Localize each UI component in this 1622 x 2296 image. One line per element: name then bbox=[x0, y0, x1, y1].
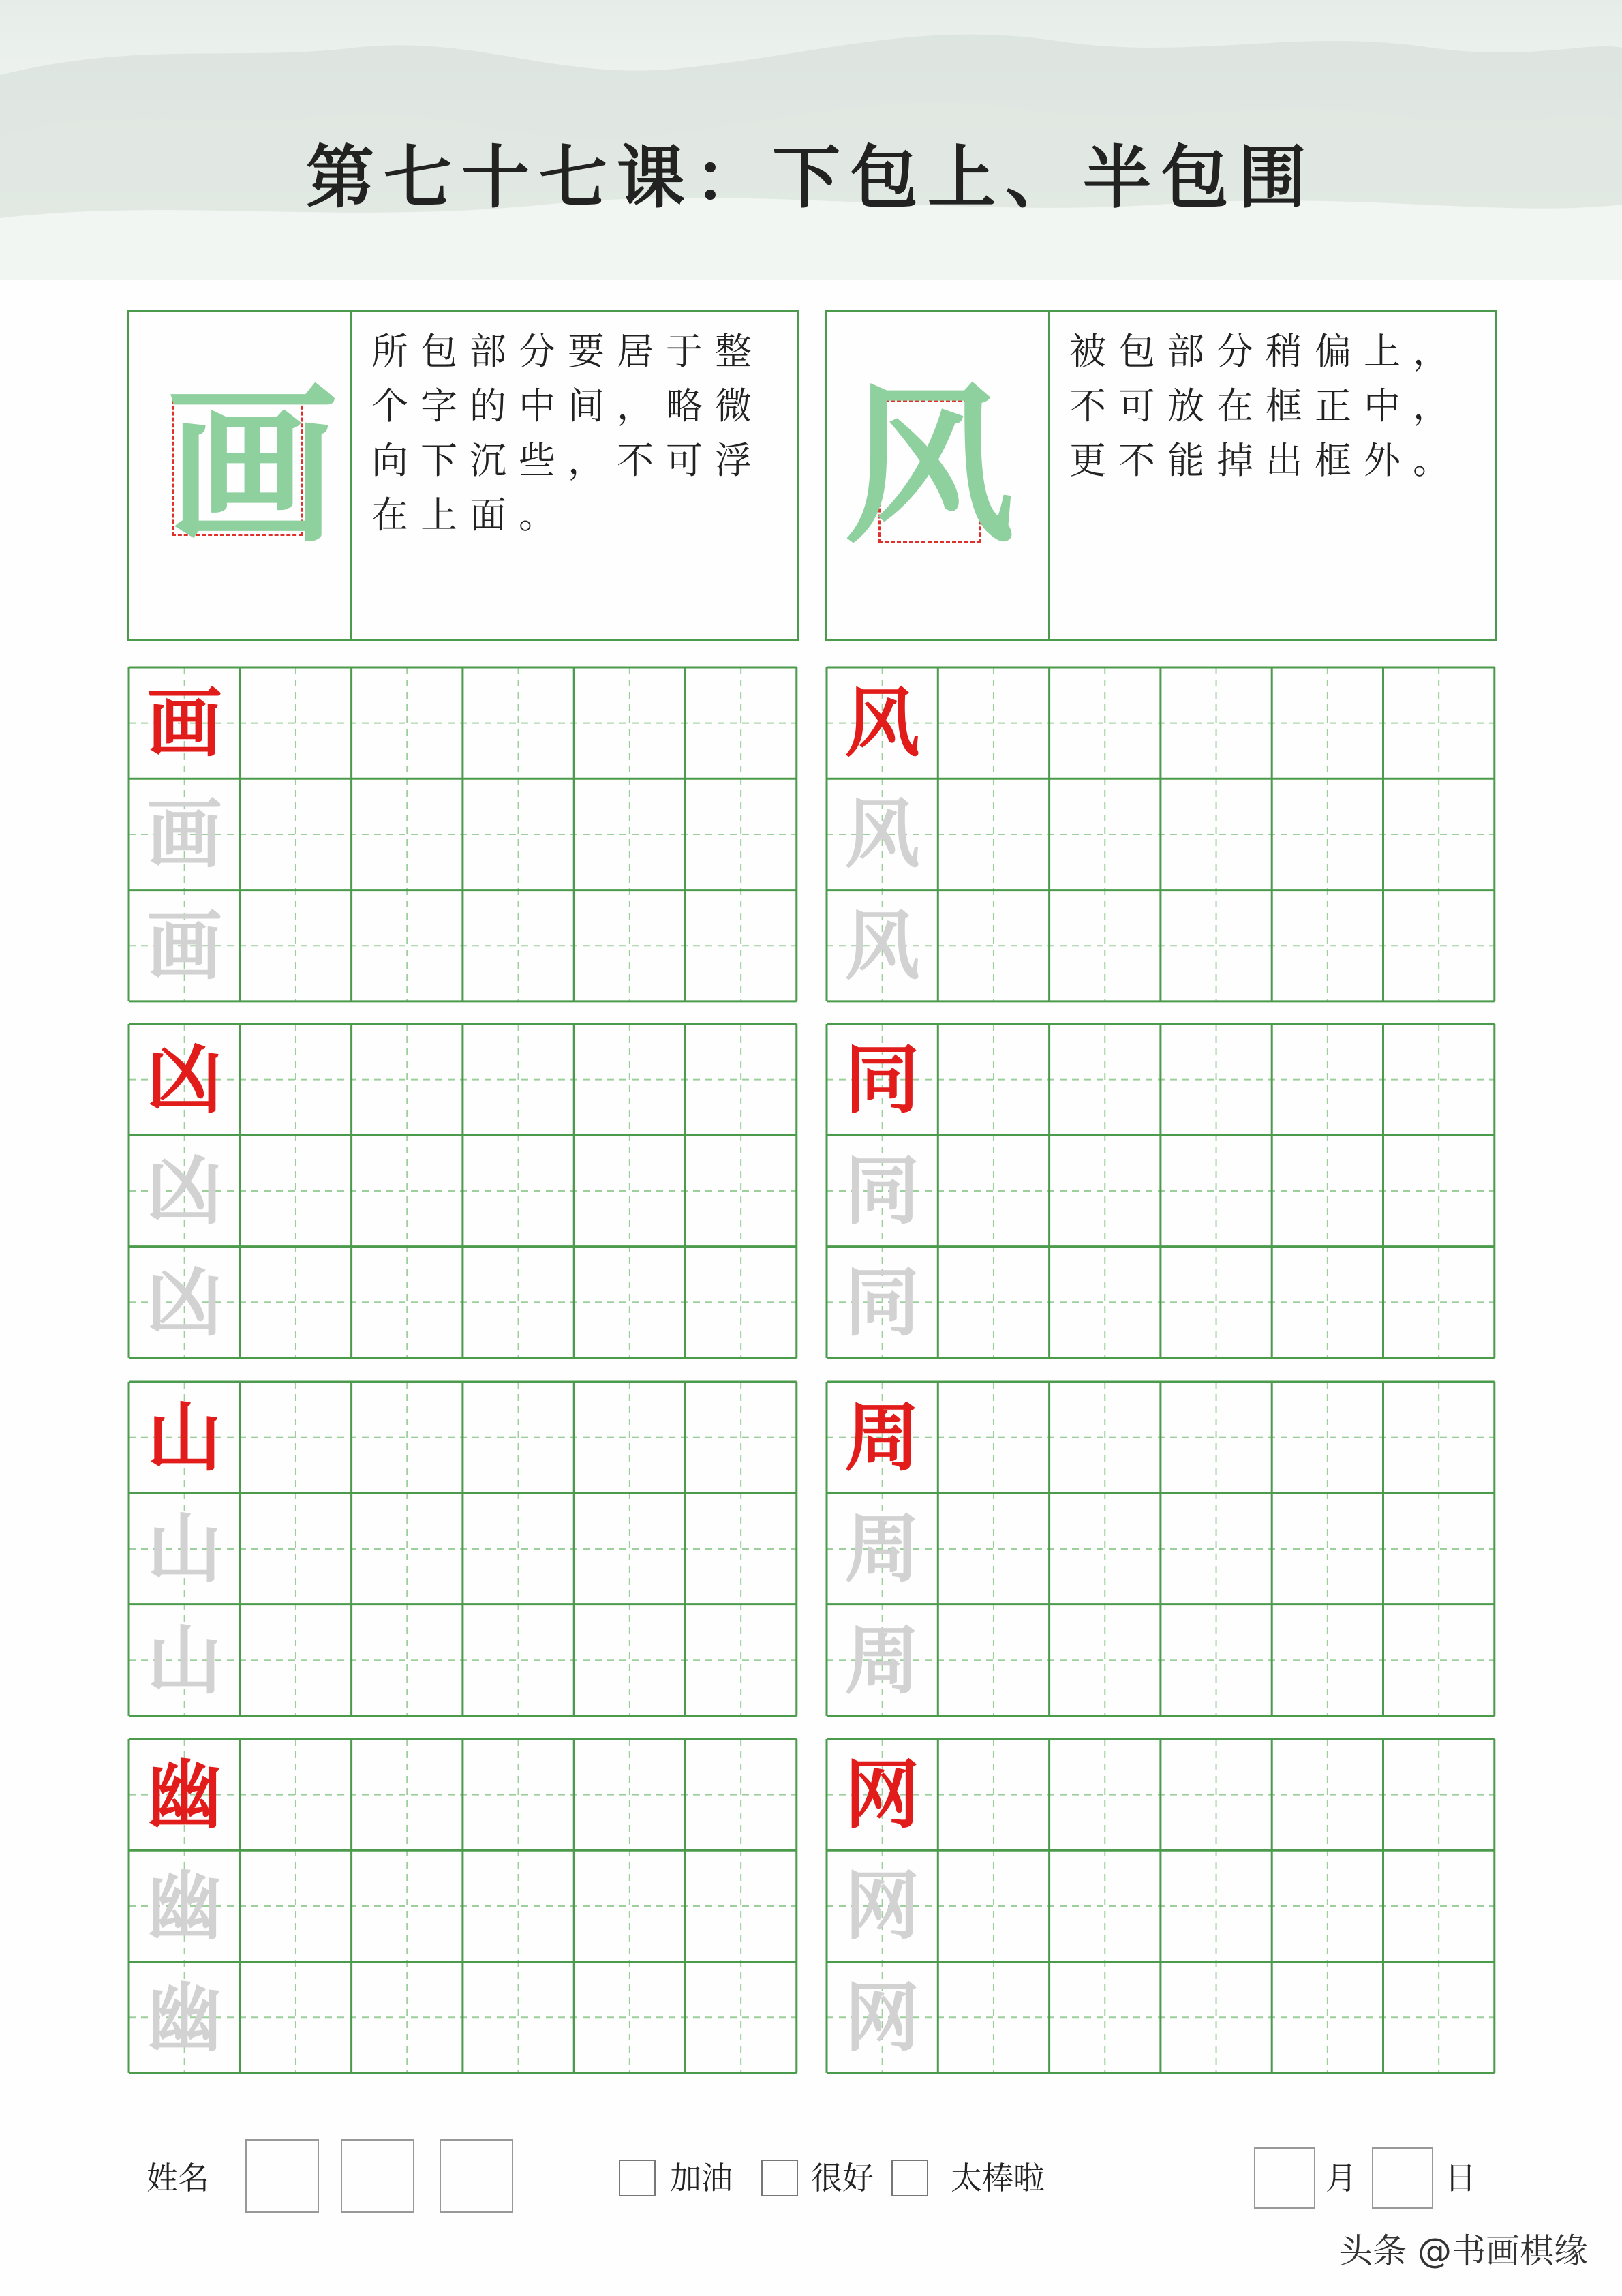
trace-char: 网 bbox=[844, 1862, 920, 1950]
trace-char: 风 bbox=[844, 901, 920, 990]
model-char: 风 bbox=[844, 679, 920, 767]
demo-text-line: 所包部分要居于整 bbox=[371, 330, 764, 373]
model-char: 幽 bbox=[147, 1751, 222, 1839]
practice-grid bbox=[127, 1023, 795, 1357]
trace-char: 凶 bbox=[147, 1258, 222, 1346]
demo-divider bbox=[350, 312, 352, 639]
rating-checkbox[interactable] bbox=[891, 2160, 928, 2196]
name-box[interactable] bbox=[245, 2139, 319, 2213]
demo-box-right bbox=[825, 310, 1497, 641]
rating-label: 太棒啦 bbox=[951, 2160, 1045, 2196]
trace-char: 凶 bbox=[147, 1147, 222, 1235]
demo-char: 风 bbox=[844, 365, 1015, 566]
name-box[interactable] bbox=[440, 2139, 513, 2213]
demo-text bbox=[1069, 324, 1462, 488]
rating-label: 很好 bbox=[811, 2160, 874, 2196]
practice-grid bbox=[825, 1023, 1493, 1357]
name-label: 姓名 bbox=[147, 2160, 209, 2196]
demo-text-line: 更不能掉出框外。 bbox=[1069, 439, 1462, 482]
demo-text-line: 被包部分稍偏上， bbox=[1069, 330, 1462, 373]
day-label: 日 bbox=[1445, 2160, 1476, 2196]
practice-grid bbox=[825, 1738, 1493, 2072]
rating-checkbox[interactable] bbox=[761, 2160, 798, 2196]
model-char: 同 bbox=[844, 1036, 920, 1123]
practice-grid bbox=[825, 666, 1493, 1000]
model-char: 山 bbox=[147, 1393, 222, 1481]
trace-char: 同 bbox=[844, 1147, 920, 1235]
trace-char: 同 bbox=[844, 1258, 920, 1346]
lesson-title: 第七十七课：下包上、半包围 bbox=[306, 137, 1316, 217]
model-char: 网 bbox=[844, 1751, 920, 1839]
trace-char: 幽 bbox=[147, 1862, 222, 1950]
model-char: 凶 bbox=[147, 1036, 222, 1123]
trace-char: 山 bbox=[147, 1505, 222, 1593]
demo-text-line: 不可放在框正中， bbox=[1069, 384, 1462, 427]
demo-text-line: 在上面。 bbox=[371, 494, 568, 537]
demo-char: 画 bbox=[167, 365, 337, 566]
model-char: 周 bbox=[844, 1393, 920, 1481]
trace-char: 幽 bbox=[147, 1973, 222, 2061]
demo-divider bbox=[1048, 312, 1050, 639]
rating-label: 加油 bbox=[670, 2160, 733, 2196]
rating-checkbox[interactable] bbox=[619, 2160, 656, 2196]
trace-char: 网 bbox=[844, 1973, 920, 2061]
practice-grid bbox=[127, 1738, 795, 2072]
watermark: 头条 @书画棋缘 bbox=[1338, 2231, 1588, 2271]
trace-char: 画 bbox=[147, 790, 222, 879]
practice-grid bbox=[127, 1380, 795, 1715]
trace-char: 周 bbox=[844, 1505, 920, 1593]
name-box[interactable] bbox=[341, 2139, 414, 2213]
day-box[interactable] bbox=[1372, 2147, 1433, 2209]
practice-grid bbox=[825, 1380, 1493, 1715]
month-label: 月 bbox=[1326, 2160, 1357, 2196]
demo-text-line: 个字的中间，略微 bbox=[371, 384, 764, 427]
model-char: 画 bbox=[147, 679, 222, 767]
trace-char: 画 bbox=[147, 901, 222, 990]
practice-grid bbox=[127, 666, 795, 1000]
demo-text-line: 向下沉些，不可浮 bbox=[371, 439, 764, 482]
trace-char: 风 bbox=[844, 790, 920, 879]
demo-box-left bbox=[127, 310, 799, 641]
demo-text bbox=[371, 324, 764, 543]
trace-char: 周 bbox=[844, 1616, 920, 1704]
trace-char: 山 bbox=[147, 1616, 222, 1704]
month-box[interactable] bbox=[1254, 2147, 1315, 2209]
